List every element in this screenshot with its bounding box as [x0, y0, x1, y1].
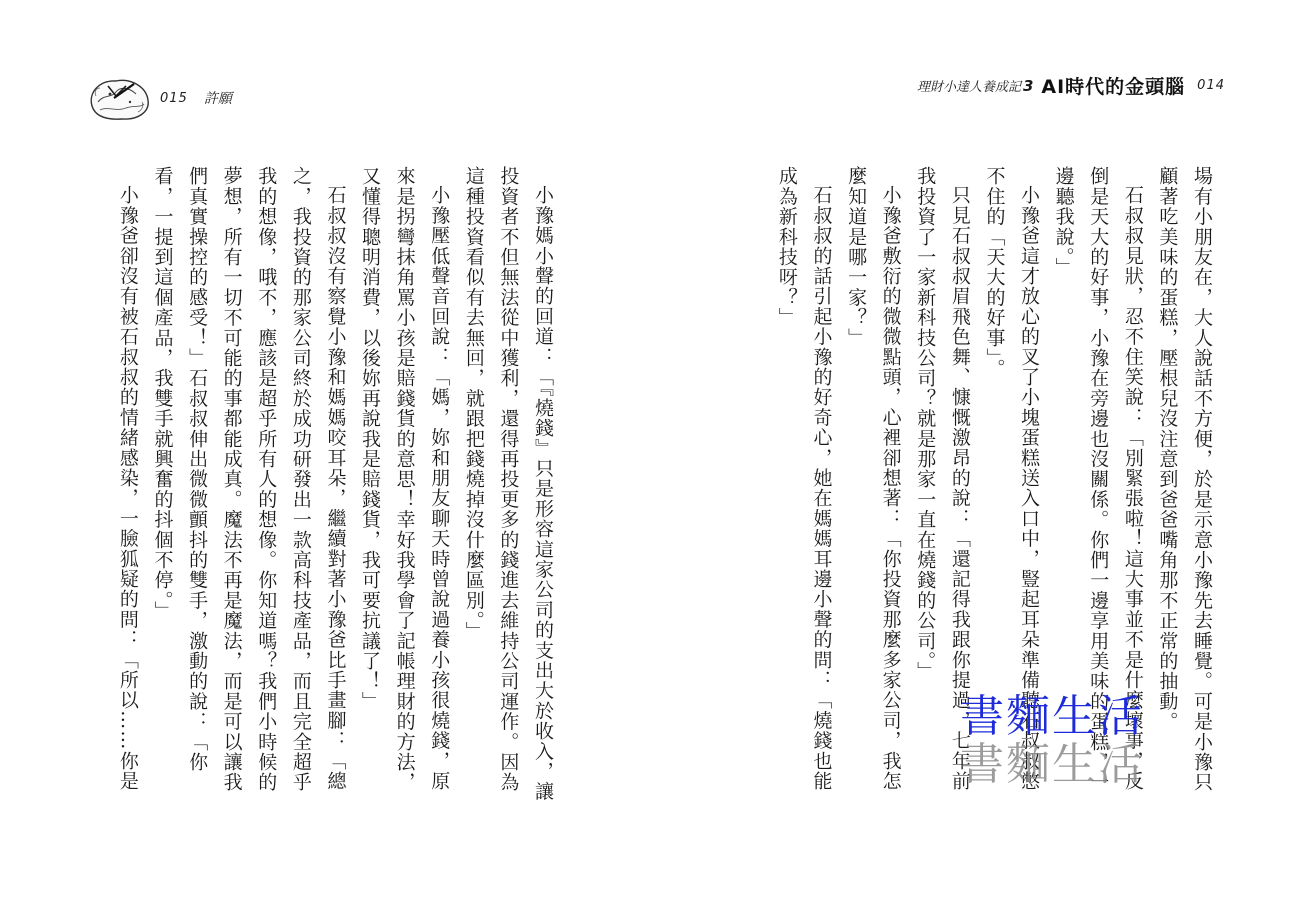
- series-title: 理財小達人養成記: [916, 80, 1021, 95]
- paragraph: 石叔叔沒有察覺小豫和媽媽咬耳朵，繼續對著小豫爸比手畫腳：「總之，我投資的那家公司終於成功研發出一款高科技產品，而且完全超乎我的想像，哦不，應該是超乎所有人的想像。你知道嗎？我們小時候的夢想，所有一切不可能的事都能成真。魔法不再是魔法，而是可以讓我們真實操控的感受！」石叔叔伸出微微顫抖的雙手，激動的說：「你看，一提到這個產品，我雙手就興奮的抖個不停。」: [151, 166, 347, 793]
- paragraph: 小豫爸卻沒有被石叔叔的情緒感染，一臉狐疑的問：「所以……你是: [116, 185, 139, 791]
- left-page: [0, 0, 657, 907]
- watermark-gray: 書麵生活: [960, 739, 1144, 790]
- paragraph: 場有小朋友在，大人說話不方便，於是示意小豫先去睡覺。可是小豫只顧著吃美味的蛋糕，壓根兒沒注意到爸爸嘴角那不正常的抽動。: [1156, 166, 1213, 793]
- paragraph: 小豫媽小聲的回道：「『燒錢』只是形容這家公司的支出大於收入，讓投資者不但無法從中獲利，還得再投更多的錢進去維持公司運作。因為這種投資看似有去無回，就跟把錢燒掉沒什麼區別。」: [462, 166, 554, 802]
- watermark-blue: 書麵生活: [960, 691, 1144, 742]
- paragraph: 小豫壓低聲音回說：「媽，妳和朋友聊天時曾說過養小孩很燒錢，原來是拐彎抹角罵小孩是賠錢貨的意思！幸好我學會了記帳理財的方法，又懂得聰明消費，以後妳再說我是賠錢貨，我可要抗議了！」: [359, 166, 451, 793]
- right-page-header: [917, 72, 1225, 99]
- paragraph: 石叔叔的話引起小豫的好奇心，她在媽媽耳邊小聲的問：「燒錢也能成為新科技呀？」: [775, 166, 833, 791]
- paragraph: 只見石叔叔眉飛色舞、慷慨激昂的說：「還記得我跟你提過，七年前我投資了一家新科技公司？就是那家一直在燒錢的公司。」: [914, 166, 971, 791]
- paragraph: 小豫爸這才放心的叉了小塊蛋糕送入口中，豎起耳朵準備聽石叔叔憋不住的「天大的好事」。: [983, 166, 1041, 791]
- left-body-text: [110, 166, 560, 806]
- volume-number: 3: [1022, 76, 1034, 95]
- chapter-title: 許願: [203, 91, 232, 107]
- page-number: 014: [1197, 78, 1225, 93]
- paragraph: 小豫爸敷衍的微微點頭，心裡卻想著：「你投資那麼多家公司，我怎麼知道是哪一家？」: [845, 166, 902, 791]
- page-number: 015: [160, 90, 188, 106]
- money-bag-sketch-icon: [86, 72, 154, 124]
- book-title: AI時代的金頭腦: [1041, 76, 1186, 98]
- left-page-header: [86, 72, 232, 124]
- paragraph: 石叔叔見狀，忍不住笑說：「別緊張啦！這大事並不是什麼壞事，反倒是天大的好事，小豫在旁邊也沒關係。你們一邊享用美味的蛋糕，一邊聽我說。」: [1052, 166, 1144, 793]
